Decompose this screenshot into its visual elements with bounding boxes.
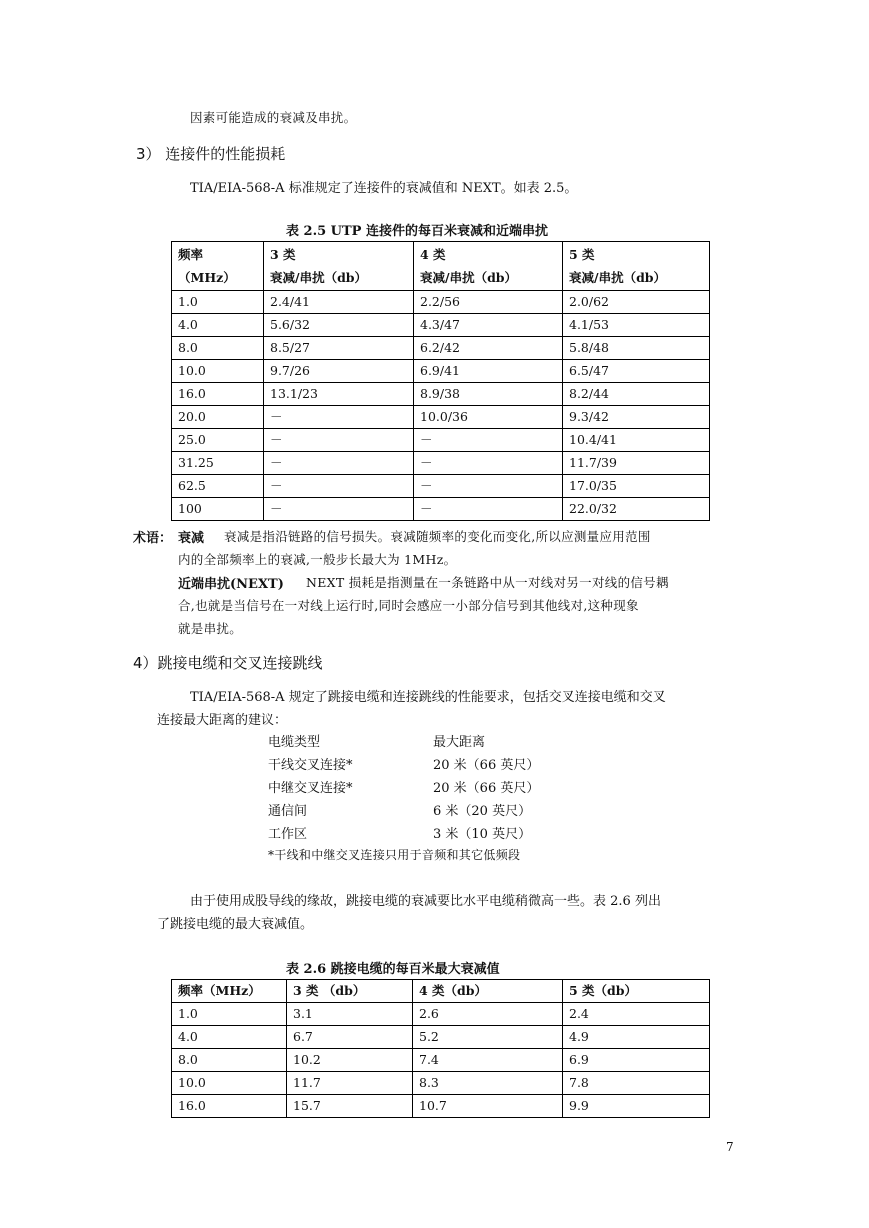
cable-list-footnote: *干线和中继交叉连接只用于音频和其它低频段 (268, 848, 521, 862)
table-cell: 10.0 (172, 360, 264, 383)
section-3-title: 3） 连接件的性能损耗 (136, 145, 286, 163)
table-cell: 5.8/48 (563, 337, 710, 360)
table-cell: 5.6/32 (264, 314, 414, 337)
header-cell: 4 类 衰减/串扰（db） (414, 242, 563, 291)
table-cell: － (414, 452, 563, 475)
paragraph-line2: 了跳接电缆的最大衰减值。 (157, 917, 314, 932)
table-2-6 (171, 979, 710, 1118)
table-cell: 6.9/41 (414, 360, 563, 383)
table-cell: 9.3/42 (563, 406, 710, 429)
table-row (172, 475, 710, 498)
table-cell: － (264, 429, 414, 452)
table-cell: 5.2 (413, 1026, 563, 1049)
header-cell: 5 类（db） (563, 980, 710, 1003)
header-cell: 3 类 （db） (287, 980, 413, 1003)
table-cell: 10.2 (287, 1049, 413, 1072)
table-row (172, 1049, 710, 1072)
table-cell: 11.7 (287, 1072, 413, 1095)
table-header-row (172, 980, 710, 1003)
cable-type: 干线交叉连接* (268, 758, 353, 773)
header-cell: 频率 （MHz） (172, 242, 264, 291)
table-cell: 4.1/53 (563, 314, 710, 337)
table-cell: 17.0/35 (563, 475, 710, 498)
table-2-5-caption: 表 2.5 UTP 连接件的每百米衰减和近端串扰 (286, 224, 548, 239)
table-cell: 16.0 (172, 383, 264, 406)
table-cell: 10.4/41 (563, 429, 710, 452)
table-cell: 10.0/36 (414, 406, 563, 429)
table-cell: 1.0 (172, 1003, 287, 1026)
table-cell: 20.0 (172, 406, 264, 429)
table-row (172, 498, 710, 521)
table-cell: － (264, 452, 414, 475)
table-cell: 6.5/47 (563, 360, 710, 383)
table-cell: 10.0 (172, 1072, 287, 1095)
table-row (172, 452, 710, 475)
table-cell: 9.7/26 (264, 360, 414, 383)
header-cell: 3 类 衰减/串扰（db） (264, 242, 414, 291)
table-cell: 62.5 (172, 475, 264, 498)
table-cell: 7.4 (413, 1049, 563, 1072)
section-3-paragraph: TIA/EIA-568-A 标准规定了连接件的衰减值和 NEXT。如表 2.5。 (190, 181, 578, 196)
table-row (172, 1095, 710, 1118)
term-attenuation-line1: 衰减是指沿链路的信号损失。衰减随频率的变化而变化,所以应测量应用范围 (224, 529, 651, 544)
term-next-line1: NEXT 损耗是指测量在一条链路中从一对线对另一对线的信号耦 (306, 575, 669, 590)
table-cell: 2.6 (413, 1003, 563, 1026)
table-cell: 2.0/62 (563, 291, 710, 314)
cable-type: 中继交叉连接* (268, 781, 353, 796)
paragraph-line1: 由于使用成股导线的缘故，跳接电缆的衰减要比水平电缆稍微高一些。表 2.6 列出 (190, 894, 661, 909)
table-cell: 10.7 (413, 1095, 563, 1118)
section-4-title: 4）跳接电缆和交叉连接跳线 (133, 654, 323, 672)
table-cell: 4.0 (172, 1026, 287, 1049)
intro-line: 因素可能造成的衰减及串扰。 (190, 110, 357, 125)
term-attenuation-name: 衰减 (178, 531, 205, 546)
table-cell: 2.2/56 (414, 291, 563, 314)
table-cell: － (414, 475, 563, 498)
table-cell: 4.9 (563, 1026, 710, 1049)
table-row (172, 337, 710, 360)
term-next-name: 近端串扰(NEXT) (178, 577, 284, 592)
table-cell: － (264, 475, 414, 498)
table-cell: 16.0 (172, 1095, 287, 1118)
table-2-6-caption: 表 2.6 跳接电缆的每百米最大衰减值 (286, 962, 500, 977)
table-cell: 6.2/42 (414, 337, 563, 360)
table-row (172, 383, 710, 406)
table-row (172, 429, 710, 452)
table-row (172, 360, 710, 383)
page-number: 7 (726, 1140, 734, 1154)
term-attenuation-line2: 内的全部频率上的衰减,一般步长最大为 1MHz。 (178, 552, 457, 567)
table-cell: 13.1/23 (264, 383, 414, 406)
table-cell: 6.7 (287, 1026, 413, 1049)
cable-list-header-type: 电缆类型 (268, 735, 321, 750)
table-cell: － (264, 406, 414, 429)
table-row (172, 314, 710, 337)
table-cell: 2.4/41 (264, 291, 414, 314)
cable-distance: 20 米（66 英尺） (433, 758, 540, 773)
table-cell: 9.9 (563, 1095, 710, 1118)
table-header-row (172, 242, 710, 291)
table-row (172, 406, 710, 429)
cable-distance: 20 米（66 英尺） (433, 781, 540, 796)
cable-distance: 3 米（10 英尺） (433, 827, 532, 842)
table-cell: 8.0 (172, 1049, 287, 1072)
cable-distance: 6 米（20 英尺） (433, 804, 532, 819)
table-row (172, 1003, 710, 1026)
table-2-5 (171, 241, 710, 521)
table-cell: 8.0 (172, 337, 264, 360)
table-cell: 4.0 (172, 314, 264, 337)
table-row (172, 1072, 710, 1095)
table-cell: 7.8 (563, 1072, 710, 1095)
header-cell: 5 类 衰减/串扰（db） (563, 242, 710, 291)
table-cell: 3.1 (287, 1003, 413, 1026)
table-cell: 6.9 (563, 1049, 710, 1072)
section-4-para-line1: TIA/EIA-568-A 规定了跳接电缆和连接跳线的性能要求，包括交叉连接电缆和交叉 (190, 690, 666, 705)
table-cell: － (414, 498, 563, 521)
table-cell: 8.9/38 (414, 383, 563, 406)
cable-type: 通信间 (268, 804, 308, 819)
section-4-para-line2: 连接最大距离的建议： (157, 713, 288, 728)
table-row (172, 291, 710, 314)
header-cell: 4 类（db） (413, 980, 563, 1003)
cable-list-header-distance: 最大距离 (433, 735, 486, 750)
table-cell: 4.3/47 (414, 314, 563, 337)
terms-label: 术语： (133, 531, 173, 546)
table-cell: － (414, 429, 563, 452)
header-cell: 频率（MHz） (172, 980, 287, 1003)
term-next-line2: 合,也就是当信号在一对线上运行时,同时会感应一小部分信号到其他线对,这种现象 (178, 598, 639, 613)
table-cell: 22.0/32 (563, 498, 710, 521)
term-next-line3: 就是串扰。 (178, 621, 243, 636)
table-cell: 8.5/27 (264, 337, 414, 360)
cable-type: 工作区 (268, 827, 308, 842)
table-cell: 100 (172, 498, 264, 521)
table-cell: 31.25 (172, 452, 264, 475)
table-cell: 15.7 (287, 1095, 413, 1118)
table-cell: 11.7/39 (563, 452, 710, 475)
table-row (172, 1026, 710, 1049)
table-cell: 8.3 (413, 1072, 563, 1095)
table-cell: 8.2/44 (563, 383, 710, 406)
table-cell: 25.0 (172, 429, 264, 452)
table-cell: － (264, 498, 414, 521)
table-cell: 1.0 (172, 291, 264, 314)
table-cell: 2.4 (563, 1003, 710, 1026)
